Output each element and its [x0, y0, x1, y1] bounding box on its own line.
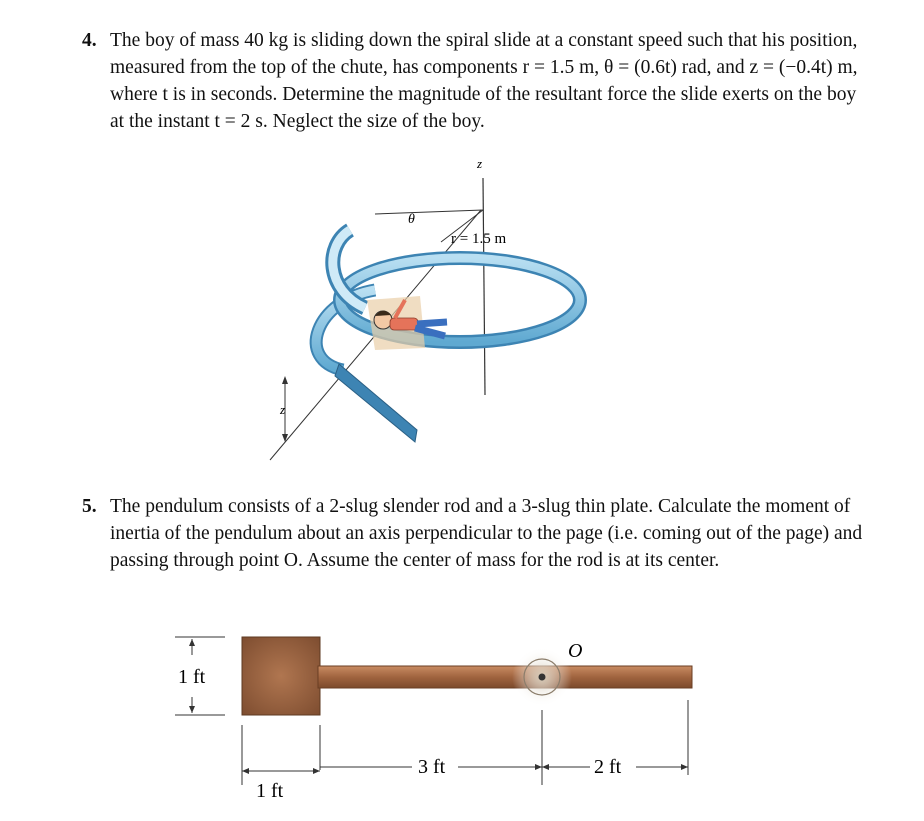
thin-plate [242, 637, 320, 715]
problem-4-text: The boy of mass 40 kg is sliding down the spiral slide at a constant speed such that his position, measured from the top of the chute, has components r = 1.5 m, θ = (0.6t) rad, and z = (−0.4t) m, where t is in seconds. Determine the magnitude of the resultant force the slide exerts on the boy at the instant t = 2 s. Neglect the size of the boy. [110, 30, 858, 132]
theta-reference-line [375, 210, 483, 214]
radius-label: r = 1.5 m [451, 231, 507, 247]
pivot-point [539, 674, 546, 681]
spiral-slide-figure [255, 150, 595, 465]
problem-5 [82, 493, 872, 574]
plate-height-label: 1 ft [178, 666, 206, 688]
theta-label: θ [408, 212, 415, 227]
pendulum-figure [170, 625, 710, 810]
right-span-label: 2 ft [594, 756, 622, 778]
slender-rod [318, 666, 692, 688]
problem-5-text: The pendulum consists of a 2-slug slender rod and a 3-slug thin plate. Calculate the moment of inertia of the pendulum about an axis perpendicular to the page (i.e. coming out of the page) and passing through point O. Assume the center of mass for the rod is at its center. [110, 496, 863, 571]
z-dimension-label: z [280, 402, 286, 417]
pivot-label: O [568, 640, 583, 662]
slide-exit [335, 364, 417, 442]
plate-width-label: 1 ft [256, 780, 284, 802]
left-span-label: 3 ft [418, 756, 446, 778]
problem-5-number: 5. [82, 496, 97, 517]
problem-4-number: 4. [82, 30, 97, 51]
z-axis-line [483, 178, 485, 395]
z-axis-label: z [477, 156, 483, 171]
problem-4 [82, 27, 872, 135]
